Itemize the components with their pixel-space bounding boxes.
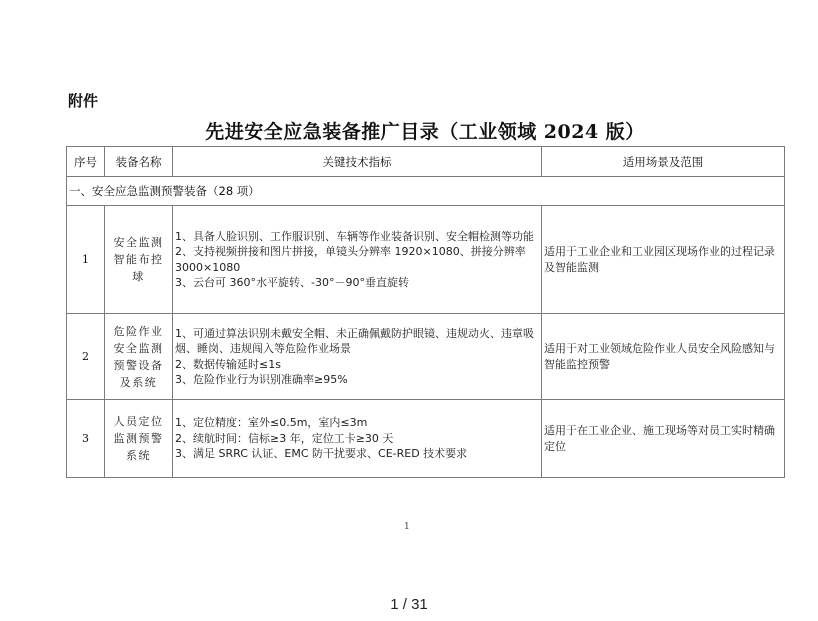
- spec-line: 1、定位精度：室外≤0.5m，室内≤3m: [175, 416, 368, 430]
- spec-line: 2、续航时间：信标≥3 年，定位工卡≥30 天: [175, 431, 394, 445]
- header-equipment-name: 装备名称: [105, 147, 173, 177]
- document-title: 先进安全应急装备推广目录（工业领域 2024 版）: [205, 121, 645, 143]
- equipment-name: 人员定位监测预警系统: [105, 400, 173, 478]
- spec-line: 1、具备人脸识别、工作服识别、车辆等作业装备识别、安全帽检测等功能: [175, 229, 534, 243]
- key-specs: [173, 400, 542, 478]
- equipment-name: 安全监测智能布控球: [105, 206, 173, 314]
- table-header-row: [67, 147, 785, 177]
- spec-line: 3、危险作业行为识别准确率≥95%: [175, 373, 348, 386]
- equipment-name: 危险作业安全监测预警设备及系统: [105, 314, 173, 400]
- attachment-label: 附件: [68, 92, 99, 110]
- row-number: 1: [67, 206, 105, 314]
- row-number: 3: [67, 400, 105, 478]
- scope-text: 适用于对工业领域危险作业人员安全风险感知与智能监控预警: [542, 314, 785, 400]
- header-key-specs: 关键技术指标: [173, 147, 542, 177]
- key-specs: [173, 206, 542, 314]
- header-scope: 适用场景及范围: [542, 147, 785, 177]
- key-specs: [173, 314, 542, 400]
- printed-page-number: 1: [404, 522, 410, 532]
- spec-line: 3、云台可 360°水平旋转、-30°－90°垂直旋转: [175, 276, 409, 289]
- table-row: [67, 314, 785, 400]
- catalog-table: [66, 146, 785, 478]
- scope-text: 适用于工业企业和工业园区现场作业的过程记录及智能监测: [542, 206, 785, 314]
- spec-line: 2、支持视频拼接和图片拼接，单镜头分辨率 1920×1080、拼接分辨率 3000×1080: [175, 245, 526, 274]
- header-number: 序号: [67, 147, 105, 177]
- table-row: [67, 400, 785, 478]
- row-number: 2: [67, 314, 105, 400]
- section-title: 一、安全应急监测预警装备（28 项）: [67, 177, 785, 206]
- section-row: [67, 177, 785, 206]
- scope-text: 适用于在工业企业、施工现场等对员工实时精确定位: [542, 400, 785, 478]
- spec-line: 1、可通过算法识别未戴安全帽、未正确佩戴防护眼镜、违规动火、违章吸烟、睡岗、违规闯入等危险作业场景: [175, 326, 534, 355]
- spec-line: 3、满足 SRRC 认证、EMC 防干扰要求、CE-RED 技术要求: [175, 447, 468, 461]
- page-indicator: 1 / 31: [390, 596, 428, 613]
- table-row: [67, 206, 785, 314]
- spec-line: 2、数据传输延时≤1s: [175, 357, 281, 371]
